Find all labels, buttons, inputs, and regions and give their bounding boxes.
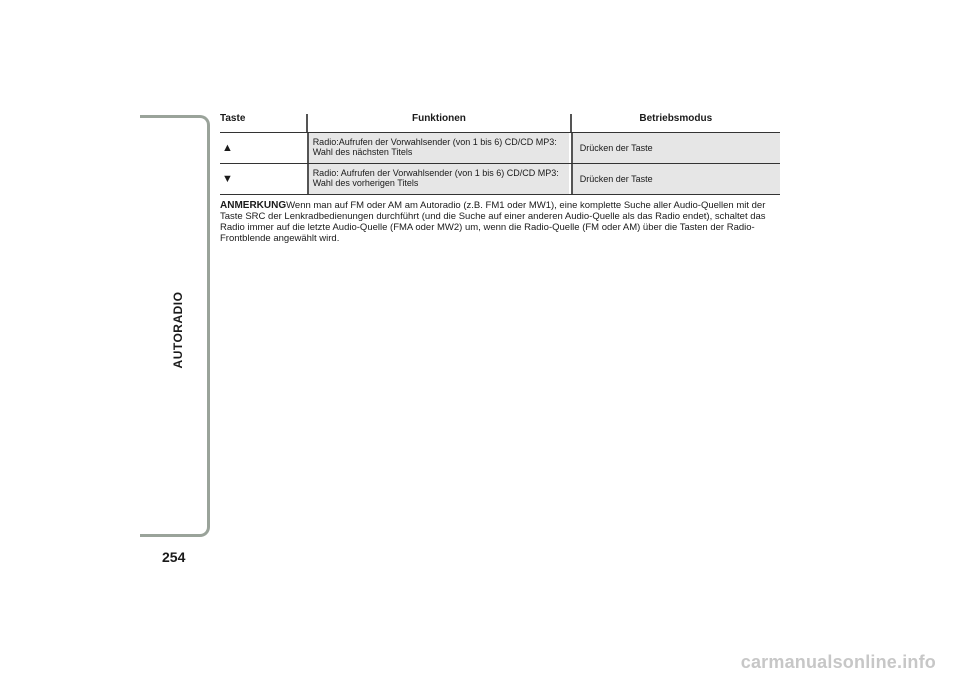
arrow-up-icon: ▲ [222,142,233,154]
watermark-text: carmanualsonline.info [740,652,936,672]
note-label: ANMERKUNG [220,200,287,211]
function-cell: Radio:Aufrufen der Vorwahlsender (von 1 bis 6) CD/CD MP3: Wahl des nächsten Titels [307,133,569,163]
arrow-down-icon: ▼ [222,173,233,185]
table-row [220,164,780,195]
note-text: Wenn man auf FM oder AM am Autoradio (z.B. FM1 oder MW1), eine komplette Suche aller Audio-Quellen mit der Taste SRC der Lenkradbedienungen durchführt (und die Suche auf einer anderen Audio-Quelle als das Radio endet), schaltet das Radio immer auf die letzte Audio-Quelle (FMA oder MW2) um, wenn die Radio-Quelle (FM oder AM) über die Tasten der Radio-Frontblende angewählt wird. [220,200,766,244]
header-functions: Funktionen [306,114,569,132]
function-cell: Radio: Aufrufen der Vorwahlsender (von 1 bis 6) CD/CD MP3: Wahl des vorherigen Titels [307,164,569,194]
chapter-title: AUTORADIO [171,291,185,369]
mode-cell: Drücken der Taste [571,133,780,163]
page-number: 254 [162,549,186,565]
table-row [220,133,780,164]
controls-table [220,114,780,195]
note-paragraph [220,200,775,244]
header-mode: Betriebsmodus [570,114,781,132]
table-header [220,114,780,133]
mode-cell: Drücken der Taste [571,164,780,194]
header-key: Taste [220,113,246,124]
